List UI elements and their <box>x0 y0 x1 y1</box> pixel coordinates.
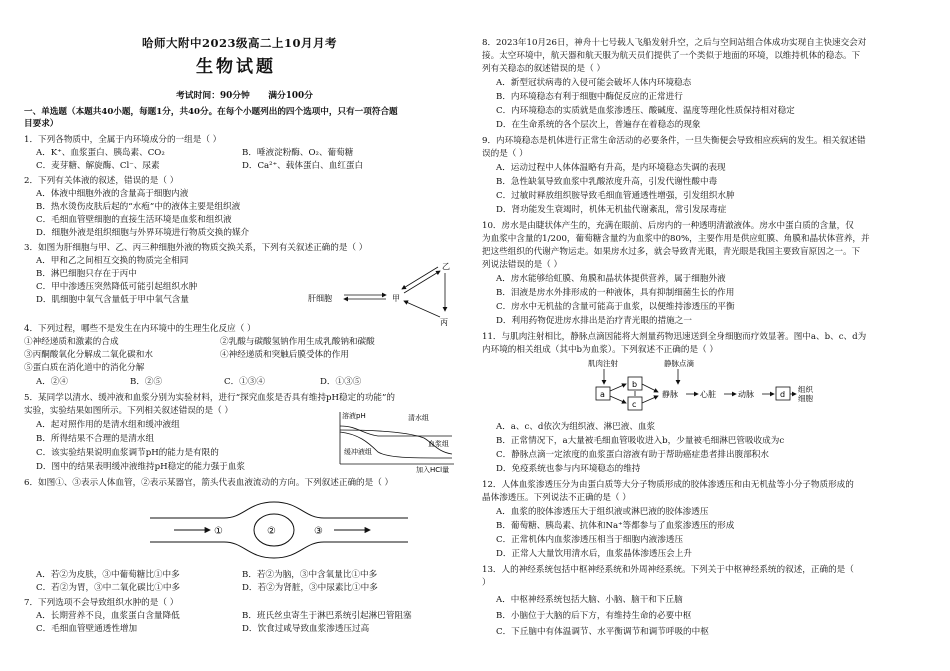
q8-option-a: A．新型冠状病毒的入侵可能会破坏人体内环境稳态 <box>496 78 692 88</box>
exam-info: 考试时间：90分钟 满分100分 <box>176 91 313 101</box>
q9-option-c: C．过敏时释放组织胺导致毛细血管通透性增强，引发组织水肿 <box>496 191 735 201</box>
q10-stem-4: 列说法错误的是（ ） <box>482 260 563 270</box>
q13-option-c: C．下丘脑中有体温调节、水平衡调节和调节呼吸的中枢 <box>496 627 709 637</box>
q5-option-c: C．该实验结果说明血浆调节pH的能力是有限的 <box>36 448 219 458</box>
q12-option-c: C．正常机体内血浆渗透压相当于细胞内液渗透压 <box>496 535 684 545</box>
q10-stem-3: 把这些组织的代谢产物运走。如果房水过多，就会导致青光眼，青光眼是我国主要致盲原因之一。下 <box>482 247 861 257</box>
q11-label-a: a <box>600 390 605 399</box>
q11-option-c: C．静脉点滴一定浓度的血浆蛋白溶液有助于帮助癌症患者排出腹部积水 <box>496 450 769 460</box>
q5-option-a: A．起对照作用的是清水组和缓冲液组 <box>36 420 180 430</box>
q13-option-b: B．小脑位于大脑的后下方，有维持生命的必要中枢 <box>496 611 692 621</box>
q6-option-b: B．若②为脑，③中含氧量比①中多 <box>242 570 378 580</box>
q2-option-a: A．体液中细胞外液的含量高于细胞内液 <box>36 189 189 199</box>
q3-option-a: A．甲和乙之间相互交换的物质完全相同 <box>36 256 189 266</box>
q3-label-bing: 丙 <box>440 318 448 327</box>
q3-option-d: D．肌细胞中氧气含量低于甲中氧气含量 <box>36 295 189 305</box>
q7-stem: 7．下列选项不会导致组织水肿的是（ ） <box>24 598 179 608</box>
q4-stem: 4．下列过程，哪些不是发生在内环境中的生理生化反应（ ） <box>24 324 256 334</box>
q11-label-artery: 动脉 <box>738 390 754 399</box>
q11-option-d: D．免疫系统也参与内环境稳态的维持 <box>496 464 641 474</box>
q11-label-cell-2: 细胞 <box>798 394 813 403</box>
q10-option-a: A．房水能够给虹膜、角膜和晶状体提供营养，属于细胞外液 <box>496 274 726 284</box>
q12-option-b: B．葡萄糖、胰岛素、抗体和Na⁺等都参与了血浆渗透压的形成 <box>496 521 735 531</box>
q6-stem: 6．如图①、③表示人体血管，②表示某器官，箭头代表血液流动的方向。下列叙述正确的是（ ） <box>24 478 394 488</box>
q6-vessel-bottom <box>150 542 408 558</box>
q10-option-d: D．利用药物促进房水排出是治疗青光眼的措施之一 <box>496 316 692 326</box>
q7-option-a: A．长期营养不良，血浆蛋白含量降低 <box>36 611 180 621</box>
q6-label-1: ① <box>214 526 223 537</box>
q10-stem-2: 为血浆中含量的1/200，葡萄糖含量约为血浆中的80%，主要作用是供应虹膜、角膜和晶状体营养，并 <box>482 234 870 244</box>
q5-option-d: D．图中的结果表明缓冲液维持pH稳定的能力强于血浆 <box>36 462 245 472</box>
q3-stem: 3．如图为肝细胞与甲、乙、丙三种细胞外液的物质交换关系，下列有关叙述正确的是（ ） <box>24 243 368 253</box>
q12-option-d: D．正常人大量饮用清水后，血浆晶体渗透压会上升 <box>496 549 692 559</box>
q11-arrow-c-vein <box>642 396 658 403</box>
q8-stem-3: 列有关稳态的叙述错误的是（ ） <box>482 64 606 74</box>
q7-option-b: B．班氏丝虫寄生于淋巴系统引起淋巴管阻塞 <box>242 611 412 621</box>
q3-arrow-yi-jia <box>402 267 438 289</box>
q3-diagram <box>306 255 456 327</box>
q2-stem: 2．下列有关体液的叙述，错误的是（ ） <box>24 176 179 186</box>
q1-stem: 1．下列各物质中，全属于内环境成分的一组是（ ） <box>24 135 222 145</box>
q3-option-b: B．淋巴细胞只存在于丙中 <box>36 269 137 279</box>
q5-stem: 5．某同学以清水、缓冲液和血浆分别为实验材料，进行“探究血浆是否具有维持pH稳定的功能”的 <box>24 393 396 403</box>
q11-label-vein: 静脉 <box>662 390 678 399</box>
q8-stem: 8．2023年10月26日，神舟十七号载人飞船发射升空，之后与空间站组合体成功实现自主快速交会对 <box>482 38 867 48</box>
q5-label-water: 清水组 <box>408 414 429 422</box>
q8-option-c: C．内环境稳态的实质就是血浆渗透压、酸碱度、温度等理化性质保持相对稳定 <box>496 106 795 116</box>
q5-chart <box>328 408 456 474</box>
q11-option-b: B．正常情况下，a大量被毛细血管吸收进入b，少量被毛细淋巴管吸收成为c <box>496 436 785 446</box>
q6-vessel-top <box>150 502 408 518</box>
section-heading-cont: 目要求） <box>24 119 59 129</box>
q3-arrow-jia-yi <box>404 271 440 293</box>
q7-option-d: D．饮食过咸导致血浆渗透压过高 <box>242 624 370 634</box>
q6-option-c: C．若②为胃，③中二氧化碳比①中多 <box>36 583 181 593</box>
q4-option-d: D．①③⑤ <box>320 377 362 387</box>
q9-stem: 9．内环境稳态是机体进行正常生命活动的必要条件，一旦失衡便会导致相应疾病的发生。相关叙述错 <box>482 136 866 146</box>
school-title: 哈师大附中2023级高二上10月月考 <box>142 36 338 50</box>
q6-label-3: ③ <box>314 526 323 537</box>
q8-stem-2: 接。太空环境中，航天器和航天服为航天员们提供了一个类似于地面的环境，以维持机体的稳态。下 <box>482 51 861 61</box>
section-heading: 一、单选题（本题共40小题，每题1分，共40分。在每个小题列出的四个选项中，只有一项符合题 <box>24 107 398 117</box>
q9-option-b: B．急性缺氧导致血浆中乳酸浓度升高，引发代谢性酸中毒 <box>496 177 718 187</box>
q3-label-jia: 甲 <box>392 294 400 303</box>
q2-option-b: B．热水烫伤皮肤后起的“水疱”中的液体主要是组织液 <box>36 202 241 212</box>
q6-option-a: A．若②为皮肤，③中葡萄糖比①中多 <box>36 570 180 580</box>
q5-xlabel: 加入HCl量 <box>416 466 450 474</box>
q1-option-d: D．Ca²⁺、载体蛋白、血红蛋白 <box>242 161 364 171</box>
q11-label-d: d <box>780 390 786 399</box>
q11-label-heart: 心脏 <box>700 390 716 399</box>
q6-label-2: ② <box>267 526 276 537</box>
q12-option-a: A．血浆的胶体渗透压大于组织液或淋巴液的胶体渗透压 <box>496 507 709 517</box>
q2-option-c: C．毛细血管壁细胞的直接生活环境是血浆和组织液 <box>36 215 232 225</box>
q5-label-buffer: 缓冲液组 <box>344 448 372 456</box>
q10-option-b: B．泪液是房水外排形成的一种液体，具有抑制细菌生长的作用 <box>496 288 735 298</box>
q5-option-b: B．所得结果不合理的是清水组 <box>36 434 155 444</box>
q3-label-liver: 肝细胞 <box>308 294 332 303</box>
q4-item-3: ③丙酮酸氧化分解成二氧化碳和水 <box>24 350 153 360</box>
q9-option-d: D．肾功能发生衰竭时，机体无机盐代谢紊乱，常引发尿毒症 <box>496 205 727 215</box>
q8-option-b: B．内环境稳态有利于细胞中酶促反应的正常进行 <box>496 92 683 102</box>
q4-option-a: A．②④ <box>36 377 68 387</box>
q13-stem: 13．人的神经系统包括中枢神经系统和外周神经系统。下列关于中枢神经系统的叙述，正确的是（ <box>482 565 854 575</box>
q4-item-4: ④神经递质和突触后膜受体的作用 <box>220 350 349 360</box>
q11-arrow-a-c <box>610 396 626 403</box>
q3-label-yi: 乙 <box>442 262 450 271</box>
q10-option-c: C．房水中无机盐的含量可能高于血浆，以便维持渗透压的平衡 <box>496 302 735 312</box>
q11-label-drip: 静脉点滴 <box>664 359 694 368</box>
q6-option-d: D．若②为肾脏，③中尿素比①中多 <box>242 583 378 593</box>
q13-option-a: A．中枢神经系统包括大脑、小脑、脑干和下丘脑 <box>496 595 683 605</box>
q12-stem-2: 晶体渗透压。下列说法不正确的是（ ） <box>482 493 631 503</box>
q11-arrow-a-b <box>610 384 626 391</box>
q11-option-a: A．a、c、d依次为组织液、淋巴液、血浆 <box>496 422 656 432</box>
q4-option-b: B．②⑤ <box>130 377 163 387</box>
q11-label-inject: 肌肉注射 <box>588 359 618 368</box>
q1-option-c: C．麦芽糖、解旋酶、Cl⁻、尿素 <box>36 161 160 171</box>
q4-option-c: C．①③④ <box>224 377 265 387</box>
q7-option-c: C．毛细血管壁通透性增加 <box>36 624 138 634</box>
q5-ylabel: 溶液pH <box>342 412 366 420</box>
q11-stem: 11．与肌肉注射相比，静脉点滴因能将大剂量药物迅速送到全身细胞而疗效显著。图中a、b、c、d为 <box>482 332 867 342</box>
q6-diagram <box>144 494 414 566</box>
q11-label-cell-1: 组织 <box>798 385 813 394</box>
q11-label-b: b <box>632 380 638 389</box>
q8-option-d: D．在生命系统的各个层次上，普遍存在着稳态的现象 <box>496 120 701 130</box>
subject-title: 生物试题 <box>196 57 276 77</box>
q11-arrow-b-vein <box>642 384 658 392</box>
q2-option-d: D．细胞外液是组织细胞与外界环境进行物质交换的媒介 <box>36 228 250 238</box>
q9-option-a: A．运动过程中人体体温略有升高，是内环境稳态失调的表现 <box>496 163 726 173</box>
q4-item-1: ①神经递质和激素的合成 <box>24 337 119 347</box>
q10-stem: 10．房水是由睫状体产生的，充满在眼前、后房内的一种透明清澈液体。房水中蛋白质的含量，仅 <box>482 221 854 231</box>
q4-item-2: ②乳酸与碳酸氢钠作用生成乳酸钠和碳酸 <box>220 337 375 347</box>
q1-option-b: B．唾液淀粉酶、O₂、葡萄糖 <box>242 148 354 158</box>
q12-stem: 12．人体血浆渗透压分为由蛋白质等大分子物质形成的胶体渗透压和由无机盐等小分子物质形成的 <box>482 480 854 490</box>
q5-label-plasma: 血浆组 <box>428 440 449 448</box>
q3-arrow-bing-jia <box>404 301 440 317</box>
q1-option-a: A．K⁺、血浆蛋白、胰岛素、CO₂ <box>36 148 165 158</box>
q13-stem-2: ） <box>482 578 491 588</box>
q9-stem-2: 误的是（ ） <box>482 149 528 159</box>
q5-curve-water <box>340 426 452 436</box>
q11-label-c: c <box>632 400 637 409</box>
q11-stem-2: 内环境的相关组成（其中b为血浆）。下列叙述不正确的是（ ） <box>482 345 718 355</box>
q3-option-c: C．甲中渗透压突然降低可能引起组织水肿 <box>36 282 198 292</box>
q5-stem-cont: 实验，实验结果如图所示。下列相关叙述错误的是（ ） <box>24 406 233 416</box>
q11-diagram <box>586 358 816 418</box>
q4-item-5: ⑤蛋白质在消化道中的消化分解 <box>24 363 145 373</box>
